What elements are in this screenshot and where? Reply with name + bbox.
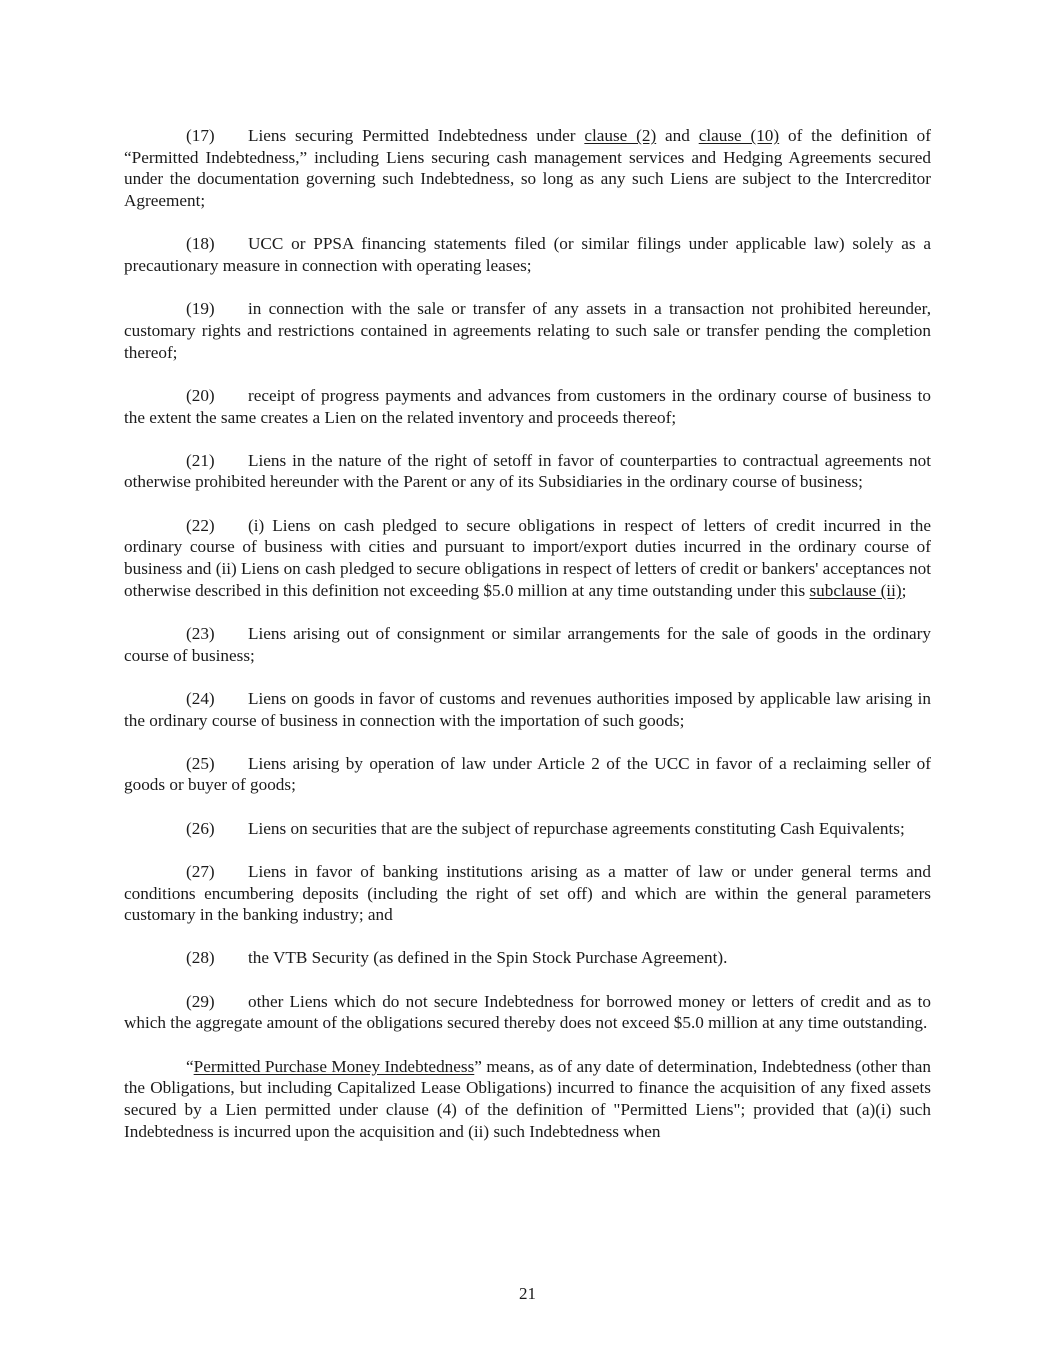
clause-number: (18) xyxy=(186,234,215,254)
clause-text: UCC or PPSA financing statements filed (or similar filings under applicable law) solely as a precautionary measure in connection with operating leases; xyxy=(124,234,931,276)
clause-text: ; xyxy=(901,580,907,600)
clause-text: Liens in favor of banking institutions arising as a matter of law or under general terms and conditions encumbering deposits (including the right of set off) and which are within the general parameters customary in the banking industry; and xyxy=(124,861,931,925)
clause-number: (22) xyxy=(186,515,215,535)
clause-24 xyxy=(124,688,931,731)
clause-text: other Liens which do not secure Indebtedness for borrowed money or letters of credit and as to which the aggregate amount of the obligations secured thereby does not exceed $5.0 million at any time outstanding. xyxy=(124,991,931,1033)
clause-17 xyxy=(124,125,931,212)
clause-text: Liens on goods in favor of customs and revenues authorities imposed by applicable law arising in the ordinary course of business in connection with the importation of such goods; xyxy=(124,688,931,730)
clause-25 xyxy=(124,753,931,796)
clause-10-link[interactable]: clause (10) xyxy=(698,126,780,145)
clause-number: (27) xyxy=(186,861,215,881)
clause-text: Liens in the nature of the right of setoff in favor of counterparties to contractual agreements not otherwise prohibited hereunder with the Parent or any of its Subsidiaries in the ordinary course of business; xyxy=(124,450,931,492)
clause-text: of the definition of “Permitted Indebtedness,” including Liens securing cash management services and Hedging Agreements secured under the documentation governing such Indebtedness, so long as any such Liens are subject to the Intercreditor Agreement; xyxy=(124,126,931,211)
clause-21 xyxy=(124,450,931,493)
clause-number: (21) xyxy=(186,450,215,470)
clause-28 xyxy=(124,947,931,969)
clause-2-link[interactable]: clause (2) xyxy=(584,126,657,145)
clause-20 xyxy=(124,385,931,428)
defined-term: Permitted Purchase Money Indebtedness xyxy=(193,1056,475,1076)
clause-number: (23) xyxy=(186,623,215,643)
page-number: 21 xyxy=(519,1284,536,1303)
clause-number: (28) xyxy=(186,948,215,968)
clause-27 xyxy=(124,861,931,926)
subclause-ii-link[interactable]: subclause (ii) xyxy=(809,580,902,600)
clause-text: and xyxy=(656,126,699,145)
clause-number: (25) xyxy=(186,753,215,773)
clause-number: (20) xyxy=(186,385,215,405)
clause-18 xyxy=(124,233,931,276)
clause-26 xyxy=(124,818,931,840)
clause-23 xyxy=(124,623,931,666)
clause-text: Liens on securities that are the subject of repurchase agreements constituting Cash Equivalents; xyxy=(248,818,905,838)
definition-permitted-purchase-money-indebtedness xyxy=(124,1056,931,1143)
open-quote: “ xyxy=(186,1056,194,1076)
clause-number: (19) xyxy=(186,299,215,319)
clause-number: (24) xyxy=(186,688,215,708)
definition-text: ” means, as of any date of determination, Indebtedness (other than the Obligations, but including Capitalized Lease Obligations) incurred to finance the acquisition of any fixed assets secured by a Lien permitted under clause (4) of the definition of "Permitted Liens"; provided that (a)(i) such Indebtedness is incurred upon the acquisition and (ii) such Indebtedness when xyxy=(124,1056,932,1141)
clause-text: (i) Liens on cash pledged to secure obligations in respect of letters of credit incurred in the ordinary course of business with cities and pursuant to import/export duties incurred in the ordinary course of business and (ii) Liens on cash pledged to secure obligations in respect of letters of credit or bankers' acceptances not otherwise described in this definition not exceeding $5.0 million at any time outstanding under this xyxy=(124,515,931,600)
clause-number: (26) xyxy=(186,818,215,838)
clause-29 xyxy=(124,991,931,1034)
clause-text: Liens arising out of consignment or similar arrangements for the sale of goods in the ordinary course of business; xyxy=(124,623,931,665)
clause-text: receipt of progress payments and advances from customers in the ordinary course of business to the extent the same creates a Lien on the related inventory and proceeds thereof; xyxy=(124,385,931,427)
clause-19 xyxy=(124,298,931,363)
clause-22 xyxy=(124,515,931,602)
document-page xyxy=(124,125,931,1164)
clause-text: Liens arising by operation of law under Article 2 of the UCC in favor of a reclaiming seller of goods or buyer of goods; xyxy=(124,753,931,795)
clause-text: the VTB Security (as defined in the Spin Stock Purchase Agreement). xyxy=(248,948,728,968)
clause-text: Liens securing Permitted Indebtedness under xyxy=(248,126,585,145)
clause-text: in connection with the sale or transfer of any assets in a transaction not prohibited hereunder, customary rights and restrictions contained in agreements relating to such sale or transfer pending the completion thereof; xyxy=(124,299,931,362)
clause-number: (17) xyxy=(186,126,215,145)
clause-number: (29) xyxy=(186,991,215,1011)
